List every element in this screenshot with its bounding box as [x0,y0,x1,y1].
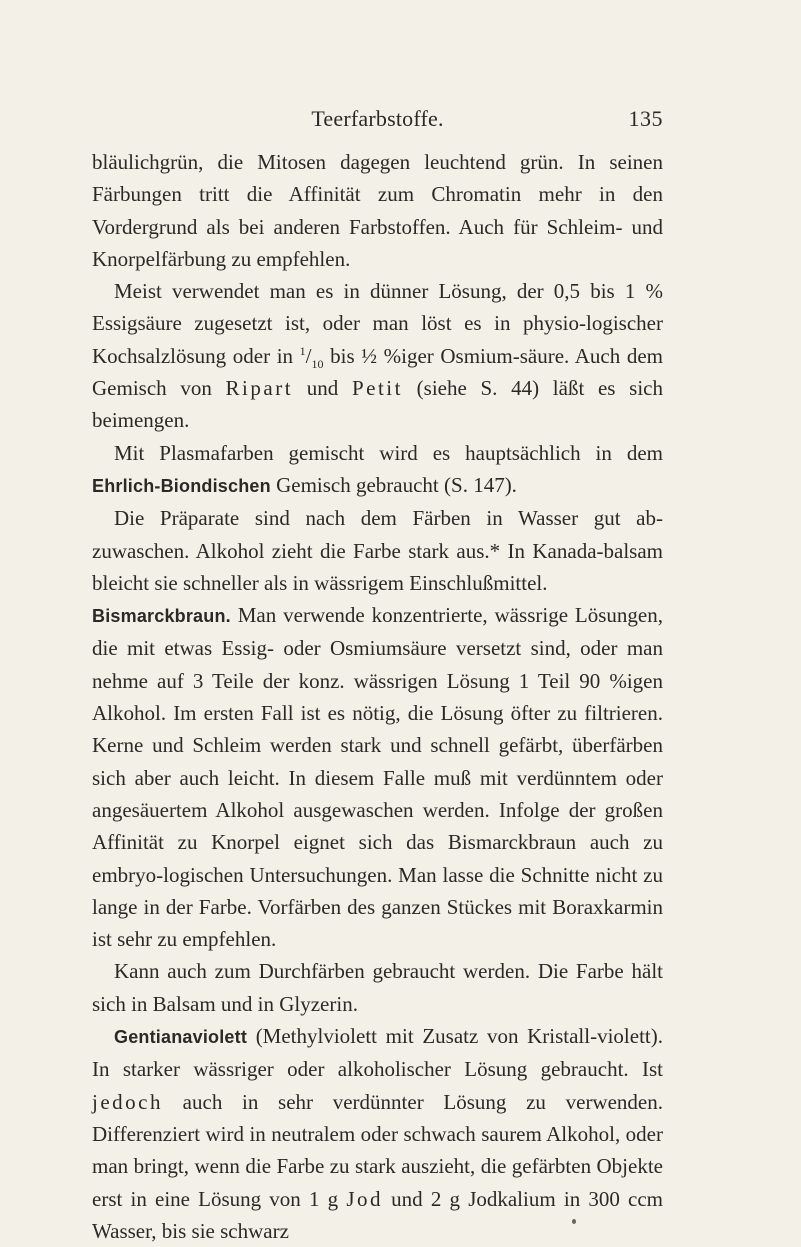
text-run: auch in sehr verdünnter Lösung zu verwenden. Differenziert wird in neutralem oder schwach saurem Alkohol, oder man bringt, wenn die Farbe zu stark auszieht, die gefärbten Objekte erst in eine Lösung von 1 g [92,1089,663,1211]
paragraph-preparations: Die Präparate sind nach dem Färben in Wasser gut ab-zuwaschen. Alkohol zieht die Farbe stark aus.* In Kanada-balsam bleicht sie schneller als in wässrigem Einschlußmittel. [92,506,663,595]
paragraph-durchfaerben: Kann auch zum Durchfärben gebraucht werden. Die Farbe hält sich in Balsam und in Glyzerin. [92,959,663,1016]
text-run: (siehe S. 44) läßt es sich beimengen. [92,376,663,433]
fraction-one-half: ½ [361,343,377,368]
term-gentianaviolett: Gentianaviolett [114,1027,248,1048]
running-head [92,106,663,134]
text-run: Mit Plasmafarben gemischt wird es hauptsächlich in dem [114,440,663,465]
text-run: und 2 g [383,1186,469,1211]
text-run: Gemisch gebraucht (S. 147). [270,472,517,497]
paragraph-gentianaviolett [92,1020,663,1247]
text-run: Man verwende konzentrierte, wässrige Lösungen, die mit etwas Essig- oder Osmiumsäure versetzt sind, oder man nehme auf 3 Teile der konz. wässrigen Lösung 1 Teil 90 %igen Alkohol. Im ersten Fall ist es nötig, die Lösung öfter zu filtrieren. Kerne und Schleim werden stark und schnell gefärbt, überfärben sich aber auch leicht. In diesem Falle muß mit verdünntem oder angesäuertem Alkohol ausgewaschen werden. Infolge der großen Affinität zu Knorpel eignet sich das Bismarckbraun auch zu embryo-logischen Untersuchungen. Man lasse die Schnitte nicht zu lange in der Farbe. Vorfärben des ganzen Stückes mit Boraxkarmin ist sehr zu empfehlen. [92,603,663,952]
term-jod: Jod [346,1186,383,1211]
author-name-ripart: Ripart [225,376,294,401]
term-bismarckbraun: Bismarckbraun. [92,606,231,627]
text-run: in 300 ccm Wasser, bis sie schwarz [92,1186,664,1243]
fraction-denominator: 10 [311,356,324,371]
running-title: Teerfarbstoffe. [311,106,444,131]
text-run: und [293,376,352,401]
text-run: bis [323,343,362,368]
paragraph-plasma-stains [92,437,663,503]
text-run: %iger Osmium-säure. Auch dem Gemisch von [92,343,663,401]
paragraph-dilution [92,275,663,436]
term-jodkalium: Jodkalium [468,1186,556,1211]
text-run: (Methylviolett mit Zusatz von Kristall-violett). In starker wässriger oder alkoholischer Lösung gebraucht. Ist [92,1024,663,1082]
page-number: 135 [628,106,663,131]
text-run: Meist verwendet man es in dünner Lösung, der 0,5 bis 1 % Essigsäure zugesetzt ist, oder man löst es in physio-logischer Kochsalzlösung oder in [92,279,663,368]
paragraph-continuation: bläulichgrün, die Mitosen dagegen leuchtend grün. In seinen Färbungen tritt die Affinität zum Chromatin mehr in den Vordergrund als bei anderen Farbstoffen. Auch für Schleim- und Knorpelfärbung zu empfehlen. [92,150,663,271]
spaced-word-jedoch: jedoch [92,1089,163,1114]
term-ehrlich-biondi: Ehrlich-Biondischen [92,475,271,496]
body-text [92,146,663,1247]
fraction-one-tenth: $^1/_{10}$ [299,343,324,371]
paragraph-bismarckbraun [92,599,663,955]
author-name-petit: Petit [351,376,403,401]
print-speck [572,1219,576,1224]
fraction-numerator: 1 [299,343,306,358]
